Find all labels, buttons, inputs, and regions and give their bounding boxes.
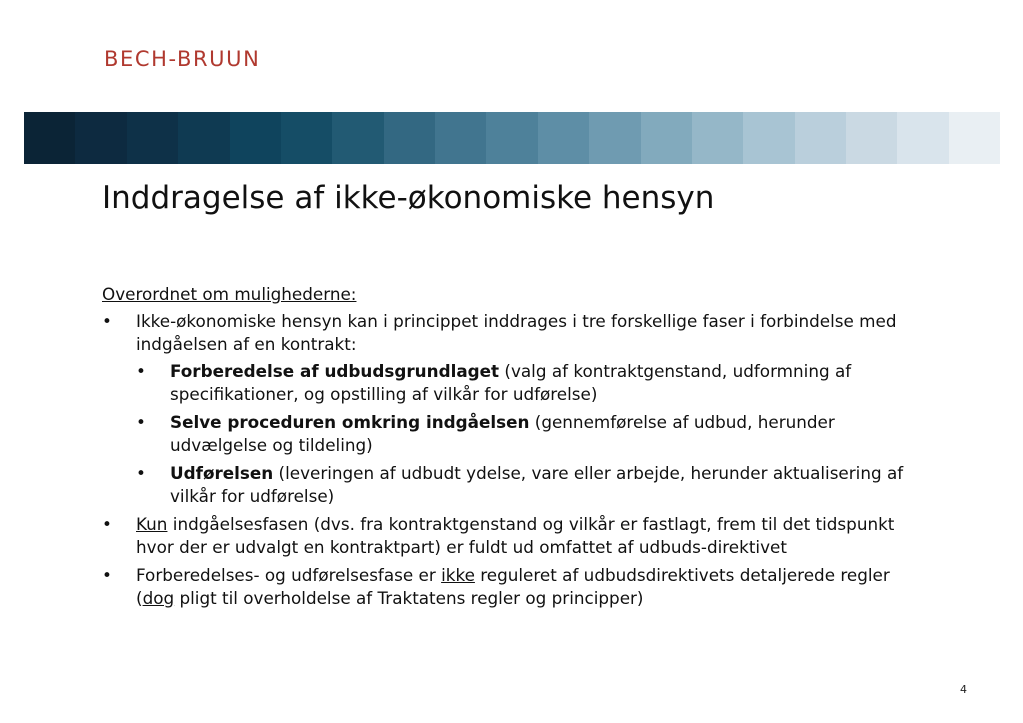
band-segment — [846, 112, 897, 164]
company-logo: BECH-BRUUN — [104, 47, 261, 71]
color-gradient-band — [24, 112, 1000, 164]
underlined-word: Kun — [136, 513, 168, 534]
bullet-text: pligt til overholdelse af Traktatens regler og principper) — [174, 588, 644, 608]
band-segment — [281, 112, 332, 164]
slide-title: Inddragelse af ikke-økonomiske hensyn — [102, 180, 715, 216]
bullet-text: Ikke-økonomiske hensyn kan i princippet inddrages i tre forskellige faser i forbindelse med indgåelsen af en kontrakt: — [136, 310, 897, 354]
band-segment — [178, 112, 229, 164]
sub-bullet-bold: Selve proceduren omkring indgåelsen — [170, 411, 530, 432]
bullet-text: reguleret af udbudsdirektivets detaljerede regler ( — [136, 564, 890, 608]
sub-bullet-text: (gennemførelse af udbud, herunder udvælgelse og tildeling) — [170, 411, 835, 455]
band-segment — [24, 112, 75, 164]
section-heading: Overordnet om mulighederne: — [102, 284, 357, 304]
band-segment — [538, 112, 589, 164]
sub-bullet-text: (valg af kontraktgenstand, udformning af specifikationer, og opstilling af vilkår for udførelse) — [170, 360, 852, 404]
bullet-text: Forberedelses- og udførelsesfase er — [136, 564, 442, 585]
band-segment — [332, 112, 383, 164]
band-segment — [589, 112, 640, 164]
bullet-item-phases — [102, 310, 932, 509]
band-segment — [949, 112, 1000, 164]
band-segment — [743, 112, 794, 164]
band-segment — [384, 112, 435, 164]
sub-bullet-text: (leveringen af udbudt ydelse, vare eller arbejde, herunder aktualisering af vilkår for udførelse) — [170, 462, 904, 506]
band-segment — [692, 112, 743, 164]
band-segment — [127, 112, 178, 164]
sub-bullet-list — [136, 360, 932, 509]
slide-content — [102, 283, 932, 615]
bullet-text: indgåelsesfasen (dvs. fra kontraktgenstand og vilkår er fastlagt, frem til det tidspunkt hvor der er udvalgt en kontraktpart) er fuldt ud omfattet af udbuds-direktivet — [136, 513, 895, 557]
bullet-item-scope — [102, 513, 932, 560]
sub-bullet-item — [136, 462, 932, 509]
sub-bullet-item — [136, 360, 932, 407]
band-segment — [75, 112, 126, 164]
band-segment — [795, 112, 846, 164]
band-segment — [435, 112, 486, 164]
page-number: 4 — [960, 683, 967, 696]
sub-bullet-bold: Forberedelse af udbudsgrundlaget — [170, 360, 500, 381]
sub-bullet-item — [136, 411, 932, 458]
bullet-list — [102, 310, 932, 611]
underlined-word: ikke — [441, 564, 475, 585]
band-segment — [230, 112, 281, 164]
band-segment — [486, 112, 537, 164]
underlined-word: dog — [142, 588, 175, 608]
sub-bullet-bold: Udførelsen — [170, 462, 274, 483]
bullet-item-regulation — [102, 564, 932, 611]
band-segment — [897, 112, 948, 164]
band-segment — [641, 112, 692, 164]
